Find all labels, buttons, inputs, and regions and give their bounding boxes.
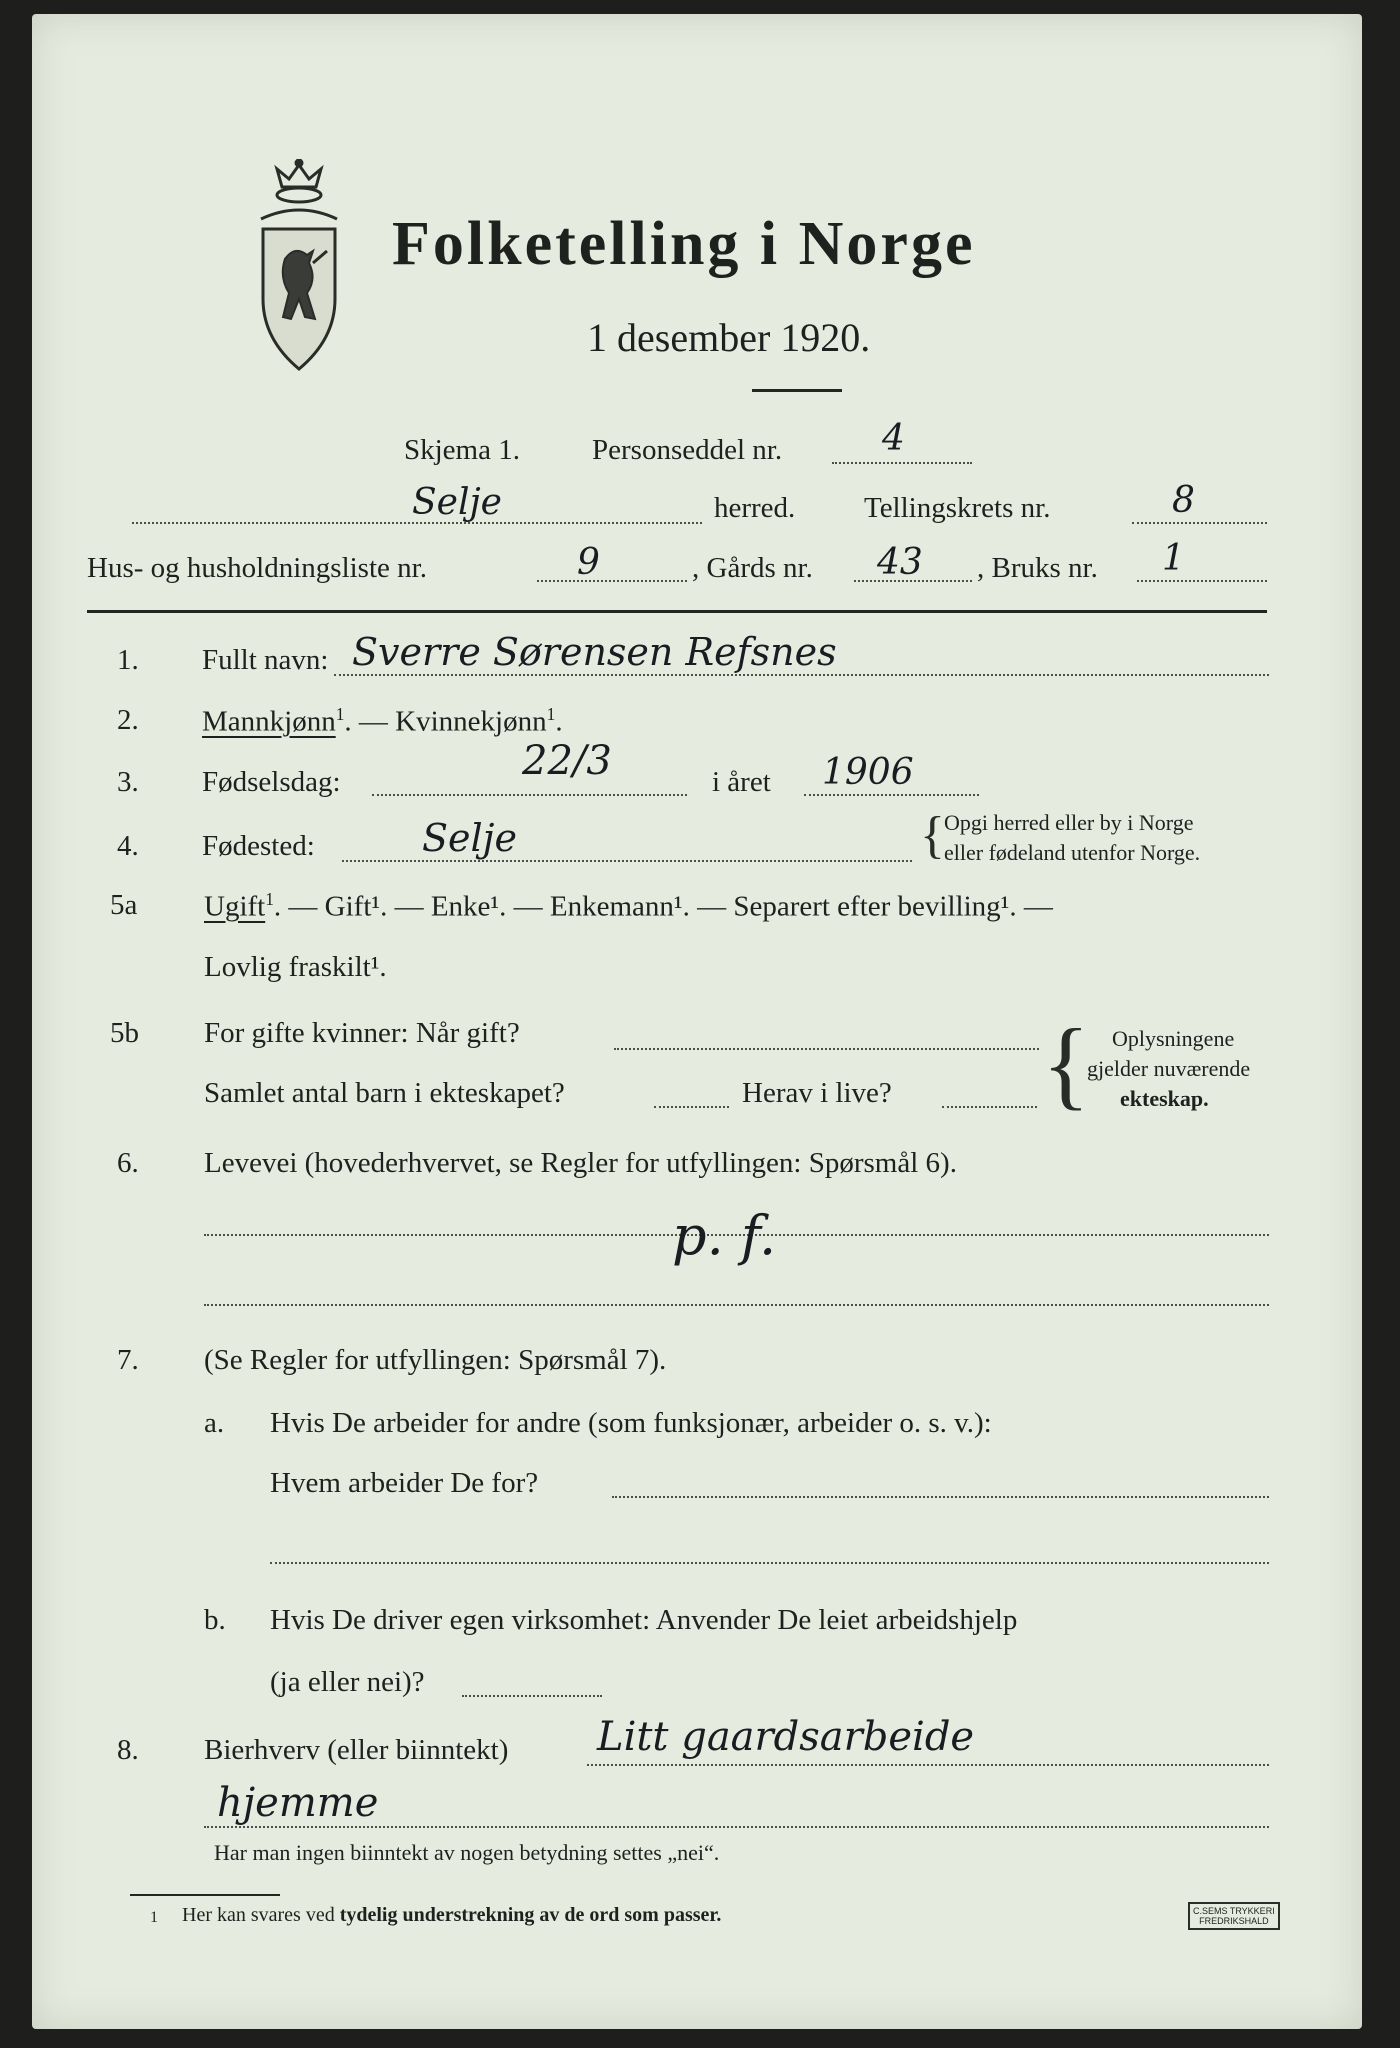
q7b-answer-line [462,1695,602,1697]
q8-number: 8. [117,1734,139,1766]
side-income-value[interactable]: Litt gaardsarbeide [597,1714,975,1760]
q5b-married-line [614,1048,1039,1050]
bruks-line [1137,580,1267,582]
q5b-alive-label: Herav i live? [742,1077,892,1109]
q1-line [334,674,1269,676]
skjema-label: Skjema 1. [404,434,520,466]
hus-value[interactable]: 9 [577,542,600,583]
q5a-options: Ugift$^1$. — Gift¹. — Enke¹. — Enkemann¹. — Separert efter bevilling¹. — [204,889,1053,923]
norwegian-lion-crest-icon [247,159,352,374]
q7a-employer-line [612,1496,1269,1498]
side-income-value-2[interactable]: hjemme [217,1780,379,1826]
q5a-option-fraskilt[interactable]: Lovlig fraskilt¹. [204,951,387,983]
q5b-note-line3: ekteskap. [1120,1086,1209,1111]
q5b-note-line2: gjelder nuværende [1087,1056,1251,1081]
option-ugift[interactable]: Ugift [204,890,266,923]
q5b-number: 5b [110,1017,139,1049]
q5b-brace: { [1042,1008,1090,1119]
q8-line2 [204,1826,1269,1828]
herred-value[interactable]: Selje [412,482,502,523]
q1-label: Fullt navn: [202,644,329,676]
tellingskrets-value[interactable]: 8 [1172,480,1195,521]
herred-label: herred. [714,492,796,524]
q3-year-label: i året [712,766,771,798]
q5b-alive-line [942,1106,1037,1108]
q2-options: Mannkjønn$^1$. — Kvinnekjønn$^1$. [202,704,563,738]
q4-number: 4. [117,830,139,862]
q3-year-line [804,794,979,796]
q7a-letter: a. [204,1407,225,1439]
full-name-value[interactable]: Sverre Sørensen Refsnes [352,630,837,674]
hus-label: Hus- og husholdningsliste nr. [87,552,427,584]
q6-number: 6. [117,1147,139,1179]
personseddel-value[interactable]: 4 [882,418,905,459]
q5b-label: For gifte kvinner: Når gift? [204,1017,520,1049]
q8-label: Bierhverv (eller biinntekt) [204,1734,509,1766]
q5b-children-line [654,1106,729,1108]
header-rule [87,610,1267,613]
hus-line [537,580,687,582]
q7b-label: Hvis De driver egen virksomhet: Anvender De leiet arbeidshjelp [270,1604,1018,1636]
bruks-label: , Bruks nr. [977,552,1098,584]
footnote-text: Her kan svares ved tydelig understrekning av de ord som passer. [182,1904,722,1926]
birth-year-value[interactable]: 1906 [822,752,914,793]
q4-note-line2: eller fødeland utenfor Norge. [944,840,1201,865]
census-date: 1 desember 1920. [587,315,871,360]
personseddel-label: Personseddel nr. [592,434,783,466]
footnote-marker: 1 [150,1909,158,1926]
q1-number: 1. [117,644,139,676]
option-mannkjonn[interactable]: Mannkjønn [202,705,336,738]
q7a-employer-label: Hvem arbeider De for? [270,1467,539,1499]
printer-stamp: C.SEMS TRYKKERI FREDRIKSHALD [1188,1902,1280,1930]
census-form-page [32,14,1362,2029]
q7-label: (Se Regler for utfyllingen: Spørsmål 7). [204,1344,667,1376]
q7b-answer-label: (ja eller nei)? [270,1666,425,1698]
q7a-label: Hvis De arbeider for andre (som funksjonær, arbeider o. s. v.): [270,1407,992,1439]
q5b-note-line1: Oplysningene [1112,1026,1235,1051]
q4-brace: { [920,807,945,864]
bruks-value[interactable]: 1 [1162,538,1185,579]
q4-note-line1: Opgi herred eller by i Norge [944,810,1194,835]
q3-line [372,794,687,796]
occupation-value[interactable]: p. f. [672,1204,777,1267]
q6-label: Levevei (hovederhvervet, se Regler for utfyllingen: Spørsmål 6). [204,1147,957,1179]
q7b-letter: b. [204,1604,226,1636]
q5a-number: 5a [110,889,138,921]
title-divider [752,389,842,392]
q5b-children-label: Samlet antal barn i ekteskapet? [204,1077,565,1109]
q6-line2 [204,1304,1269,1306]
tellingskrets-line [1132,522,1267,524]
q7-number: 7. [117,1344,139,1376]
q8-line1 [587,1764,1269,1766]
q4-label: Fødested: [202,830,315,862]
birthdate-value[interactable]: 22/3 [522,738,612,784]
form-title: Folketelling i Norge [392,210,976,278]
q2-number: 2. [117,704,139,736]
option-kvinnekjonn[interactable]: Kvinnekjønn [395,705,547,738]
q3-label: Fødselsdag: [202,766,341,798]
gards-label: , Gårds nr. [692,552,813,584]
q8-note: Har man ingen biinntekt av nogen betydning settes „nei“. [214,1840,720,1865]
tellingskrets-label: Tellingskrets nr. [864,492,1051,524]
birthplace-value[interactable]: Selje [422,816,517,860]
footnote-rule [130,1894,280,1896]
q3-number: 3. [117,766,139,798]
q4-line [342,860,912,862]
q7a-extra-line [270,1562,1269,1564]
personseddel-line [832,462,972,464]
gards-value[interactable]: 43 [877,542,923,583]
